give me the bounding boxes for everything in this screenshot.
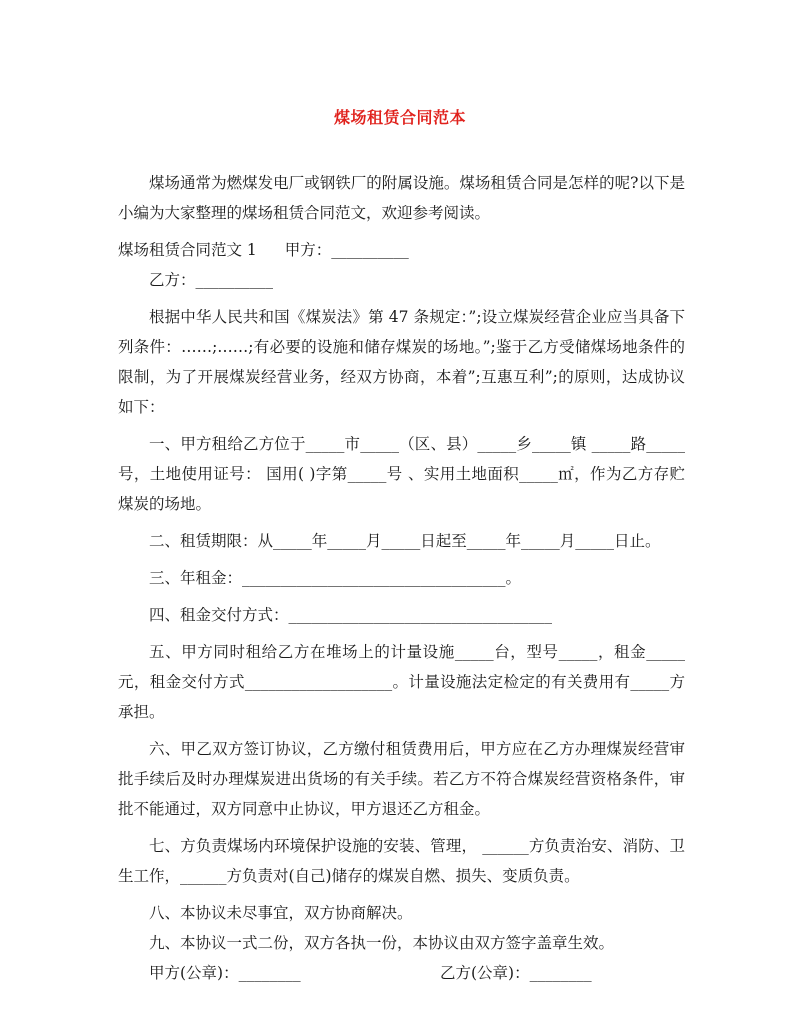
clause-8: 八、本协议未尽事宜，双方协商解决。	[149, 904, 413, 922]
clause-3: 三、年租金：__________________________________。	[149, 569, 522, 587]
signature-row	[118, 958, 685, 988]
party-b-signature: 乙方(公章)：________	[440, 964, 592, 982]
sample-heading-line	[118, 235, 685, 265]
clause-9: 九、本协议一式二份，双方各执一份，本协议由双方签字盖章生效。	[149, 934, 615, 952]
preamble-paragraph: 根据中华人民共和国《煤炭法》第 47 条规定：”;设立煤炭经营企业应当具备下列条件：……;……;有必要的设施和储存煤炭的场地。”;鉴于乙方受储煤场地条件的限制，为了开展煤炭经营业务，经双方协商，本着”;互惠互利”;的原则，达成协议如下：	[118, 308, 685, 416]
clause-7: 七、方负责煤场内环境保护设施的安装、管理， ______方负责治安、消防、卫生工作，______方负责对(自己)储存的煤炭自燃、损失、变质负责。	[118, 837, 685, 885]
party-a-line: 甲方：__________	[284, 241, 409, 259]
intro-paragraph: 煤场通常为燃煤发电厂或钢铁厂的附属设施。煤场租赁合同是怎样的呢?以下是小编为大家整理的煤场租赁合同范文，欢迎参考阅读。	[118, 174, 685, 222]
document-body	[118, 168, 685, 988]
clause-6: 六、甲乙双方签订协议，乙方缴付租赁费用后，甲方应在乙方办理煤炭经营审批手续后及时办理煤炭进出货场的有关手续。若乙方不符合煤炭经营资格条件，审批不能通过，双方同意中止协议，甲方退还乙方租金。	[118, 740, 685, 818]
party-a-signature: 甲方(公章)：________	[149, 964, 301, 982]
party-b-line: 乙方：__________	[149, 271, 274, 289]
sample-heading: 煤场租赁合同范文 1	[118, 241, 257, 259]
document-title: 煤场租赁合同范本	[333, 108, 466, 127]
clause-1: 一、甲方租给乙方位于_____市_____（区、县）_____乡_____镇 _____路_____号，土地使用证号： 国用( )字第_____号 、实用土地面积_____㎡，作为乙方存贮煤炭的场地。	[118, 435, 685, 513]
clause-5: 五、甲方同时租给乙方在堆场上的计量设施_____台，型号_____，租金_____元，租金交付方式___________________。计量设施法定检定的有关费用有_____方承担。	[118, 643, 685, 721]
clause-4: 四、租金交付方式：__________________________________	[149, 606, 553, 624]
clause-2: 二、租赁期限：从_____年_____月_____日起至_____年_____月_____日止。	[149, 532, 661, 550]
